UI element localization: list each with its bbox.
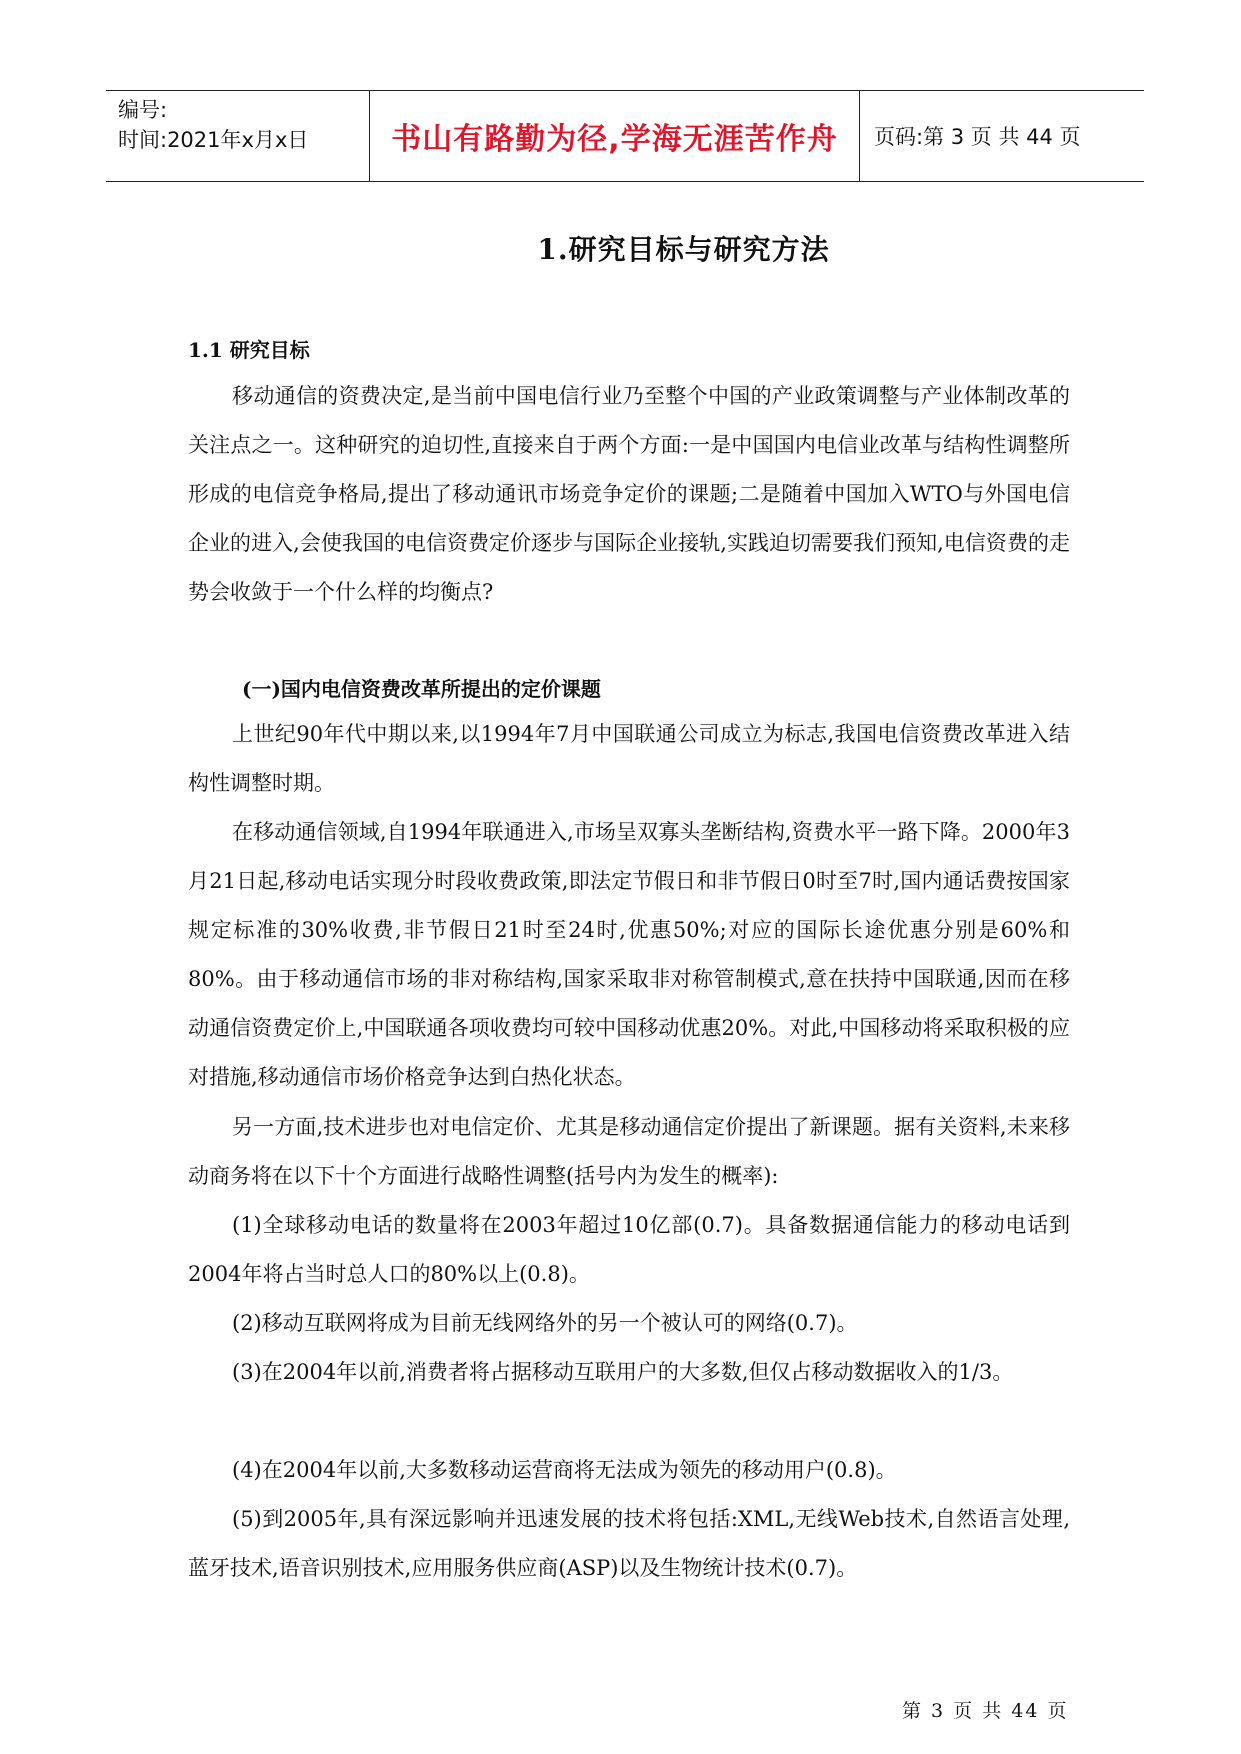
paragraph-technology-progress: 另一方面,技术进步也对电信定价、尤其是移动通信定价提出了新课题。据有关资料,未来移动商务将在以下十个方面进行战略性调整(括号内为发生的概率): (188, 1115, 1070, 1188)
page-footer: 第 3 页 共 44 页 (902, 1700, 1069, 1722)
paragraph-mobile-pricing: 在移动通信领域,自1994年联通进入,市场呈双寡头垄断结构,资费水平一路下降。2000年3月21日起,移动电话实现分时段收费政策,即法定节假日和非节假日0时至7时,国内通话费按国家规定标准的30%收费,非节假日21时至24时,优惠50%;对应的国际长途优惠分别是60%和80%。由于移动通信市场的非对称结构,国家采取非对称管制模式,意在扶持中国联通,因而在移动通信资费定价上,中国联通各项收费均可较中国移动优惠20%。对此,中国移动将采取积极的应对措施,移动通信市场价格竞争达到白热化状态。 (188, 820, 1070, 1089)
document-title: 1.研究目标与研究方法 (537, 233, 830, 266)
page-header (106, 90, 1144, 182)
list-item-2: (2)移动互联网将成为目前无线网络外的另一个被认可的网络(0.7)。 (232, 1311, 858, 1335)
document-number-label: 编号: (118, 98, 168, 122)
header-left-cell (106, 91, 370, 181)
header-motto-cell (370, 91, 860, 181)
header-motto: 书山有路勤为径,学海无涯苦作舟 (391, 122, 838, 157)
document-time-label: 时间:2021年x月x日 (118, 128, 309, 152)
list-item-5: (5)到2005年,具有深远影响并迅速发展的技术将包括:XML,无线Web技术,自然语言处理,蓝牙技术,语音识别技术,应用服务供应商(ASP)以及生物统计技术(0.7)。 (188, 1507, 1070, 1580)
paragraph-research-goal: 移动通信的资费决定,是当前中国电信行业乃至整个中国的产业政策调整与产业体制改革的关注点之一。这种研究的迫切性,直接来自于两个方面:一是中国国内电信业改革与结构性调整所形成的电信竞争格局,提出了移动通讯市场竞争定价的课题;二是随着中国加入WTO与外国电信企业的进入,会使我国的电信资费定价逐步与国际企业接轨,实践迫切需要我们预知,电信资费的走势会收敛于一个什么样的均衡点? (188, 384, 1070, 604)
list-item-1: (1)全球移动电话的数量将在2003年超过10亿部(0.7)。具备数据通信能力的移动电话到2004年将占当时总人口的80%以上(0.8)。 (188, 1213, 1070, 1286)
header-page-info: 页码:第 3 页 共 44 页 (874, 125, 1081, 149)
paragraph-reform-intro: 上世纪90年代中期以来,以1994年7月中国联通公司成立为标志,我国电信资费改革进入结构性调整时期。 (188, 722, 1070, 795)
list-item-3: (3)在2004年以前,消费者将占据移动互联用户的大多数,但仅占移动数据收入的1/3。 (232, 1360, 1014, 1384)
section-heading-1-1: 1.1 研究目标 (188, 338, 310, 362)
list-item-4: (4)在2004年以前,大多数移动运营商将无法成为领先的移动用户(0.8)。 (232, 1458, 897, 1482)
header-page-info-cell (860, 91, 1144, 181)
section-heading-pricing-topic: (一)国内电信资费改革所提出的定价课题 (242, 677, 601, 701)
